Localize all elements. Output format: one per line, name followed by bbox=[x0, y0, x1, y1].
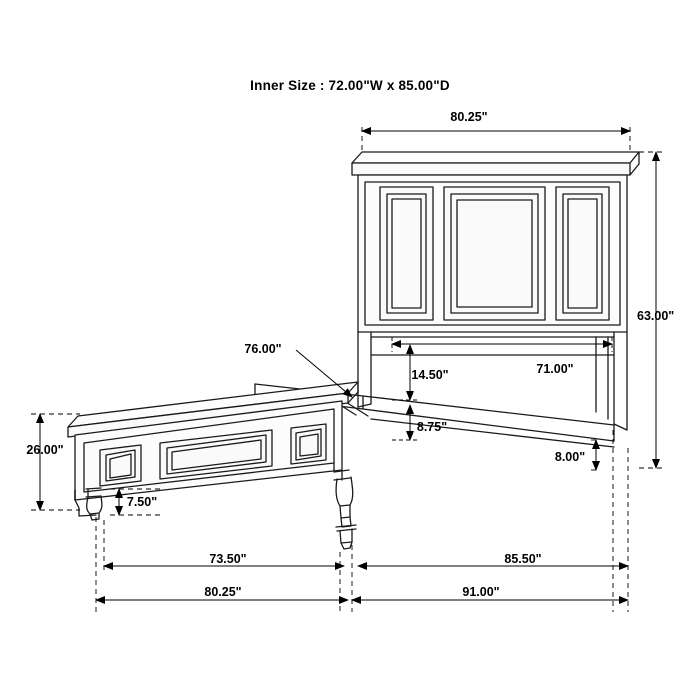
dimension-label-footboard-height: 26.00" bbox=[26, 443, 64, 457]
dimension-label-headboard-inner: 71.00" bbox=[536, 362, 574, 376]
dimension-label-footboard-width: 73.50" bbox=[209, 552, 247, 566]
dimension-label-overall-width: 80.25" bbox=[204, 585, 242, 599]
dimension-label-rail-upper: 14.50" bbox=[411, 368, 449, 382]
page-title: Inner Size : 72.00"W x 85.00"D bbox=[250, 78, 450, 93]
dimension-label-overall-length: 91.00" bbox=[462, 585, 500, 599]
dimension-label-side-rail: 76.00" bbox=[244, 342, 282, 356]
dimension-label-foot-height: 7.50" bbox=[126, 495, 158, 509]
dimension-label-top-width: 80.25" bbox=[450, 110, 488, 124]
dimension-label-rail-floor: 8.00" bbox=[554, 450, 586, 464]
dimension-label-rail-lower: 8.75" bbox=[416, 420, 448, 434]
dimension-label-right-height: 63.00" bbox=[637, 309, 675, 323]
dimension-label-bed-length: 85.50" bbox=[504, 552, 542, 566]
